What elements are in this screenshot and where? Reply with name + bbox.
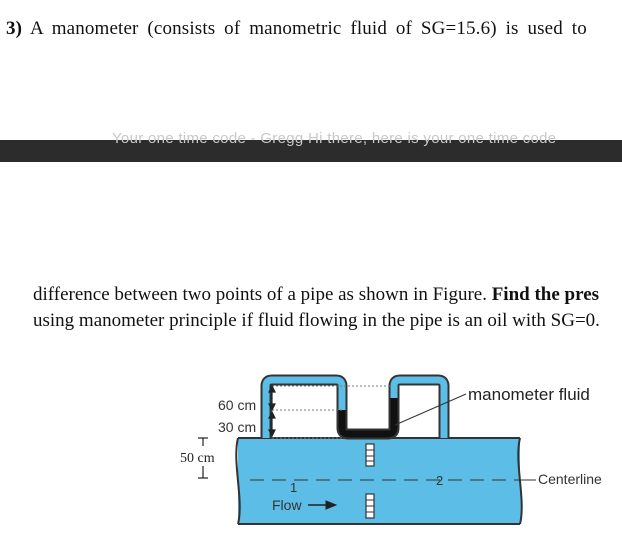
question-line-2 [33, 284, 599, 306]
label-centerline: Centerline [538, 471, 602, 487]
notification-banner [0, 130, 622, 162]
label-point-1: 1 [290, 480, 298, 495]
question-number: 3) [6, 18, 23, 39]
question-text-1: A manometer (consists of manometric fluid of SG=15.6) is used to [30, 18, 587, 39]
manometer-tube-left [266, 380, 444, 438]
banner-text: Your one time code - Gregg Hi there, here is your one time code [112, 130, 557, 147]
label-60cm: 60 cm [218, 397, 257, 413]
label-50cm: 50 cm [180, 451, 215, 466]
label-30cm: 30 cm [218, 419, 257, 435]
question-text-2: difference between two points of a pipe as shown in Figure. [33, 284, 492, 305]
label-point-2: 2 [436, 473, 444, 488]
question-line-1 [6, 18, 622, 40]
manometer-fluid-leader [395, 394, 466, 425]
label-flow: Flow [272, 497, 302, 513]
question-line-3: using manometer principle if fluid flowing in the pipe is an oil with SG=0. [33, 310, 600, 331]
label-manometer-fluid: manometer fluid [468, 385, 590, 404]
manometer-figure [0, 370, 622, 552]
question-text-2-bold: Find the pres [491, 284, 600, 305]
pressure-tap-2 [366, 494, 374, 518]
pressure-tap-1 [366, 444, 374, 466]
